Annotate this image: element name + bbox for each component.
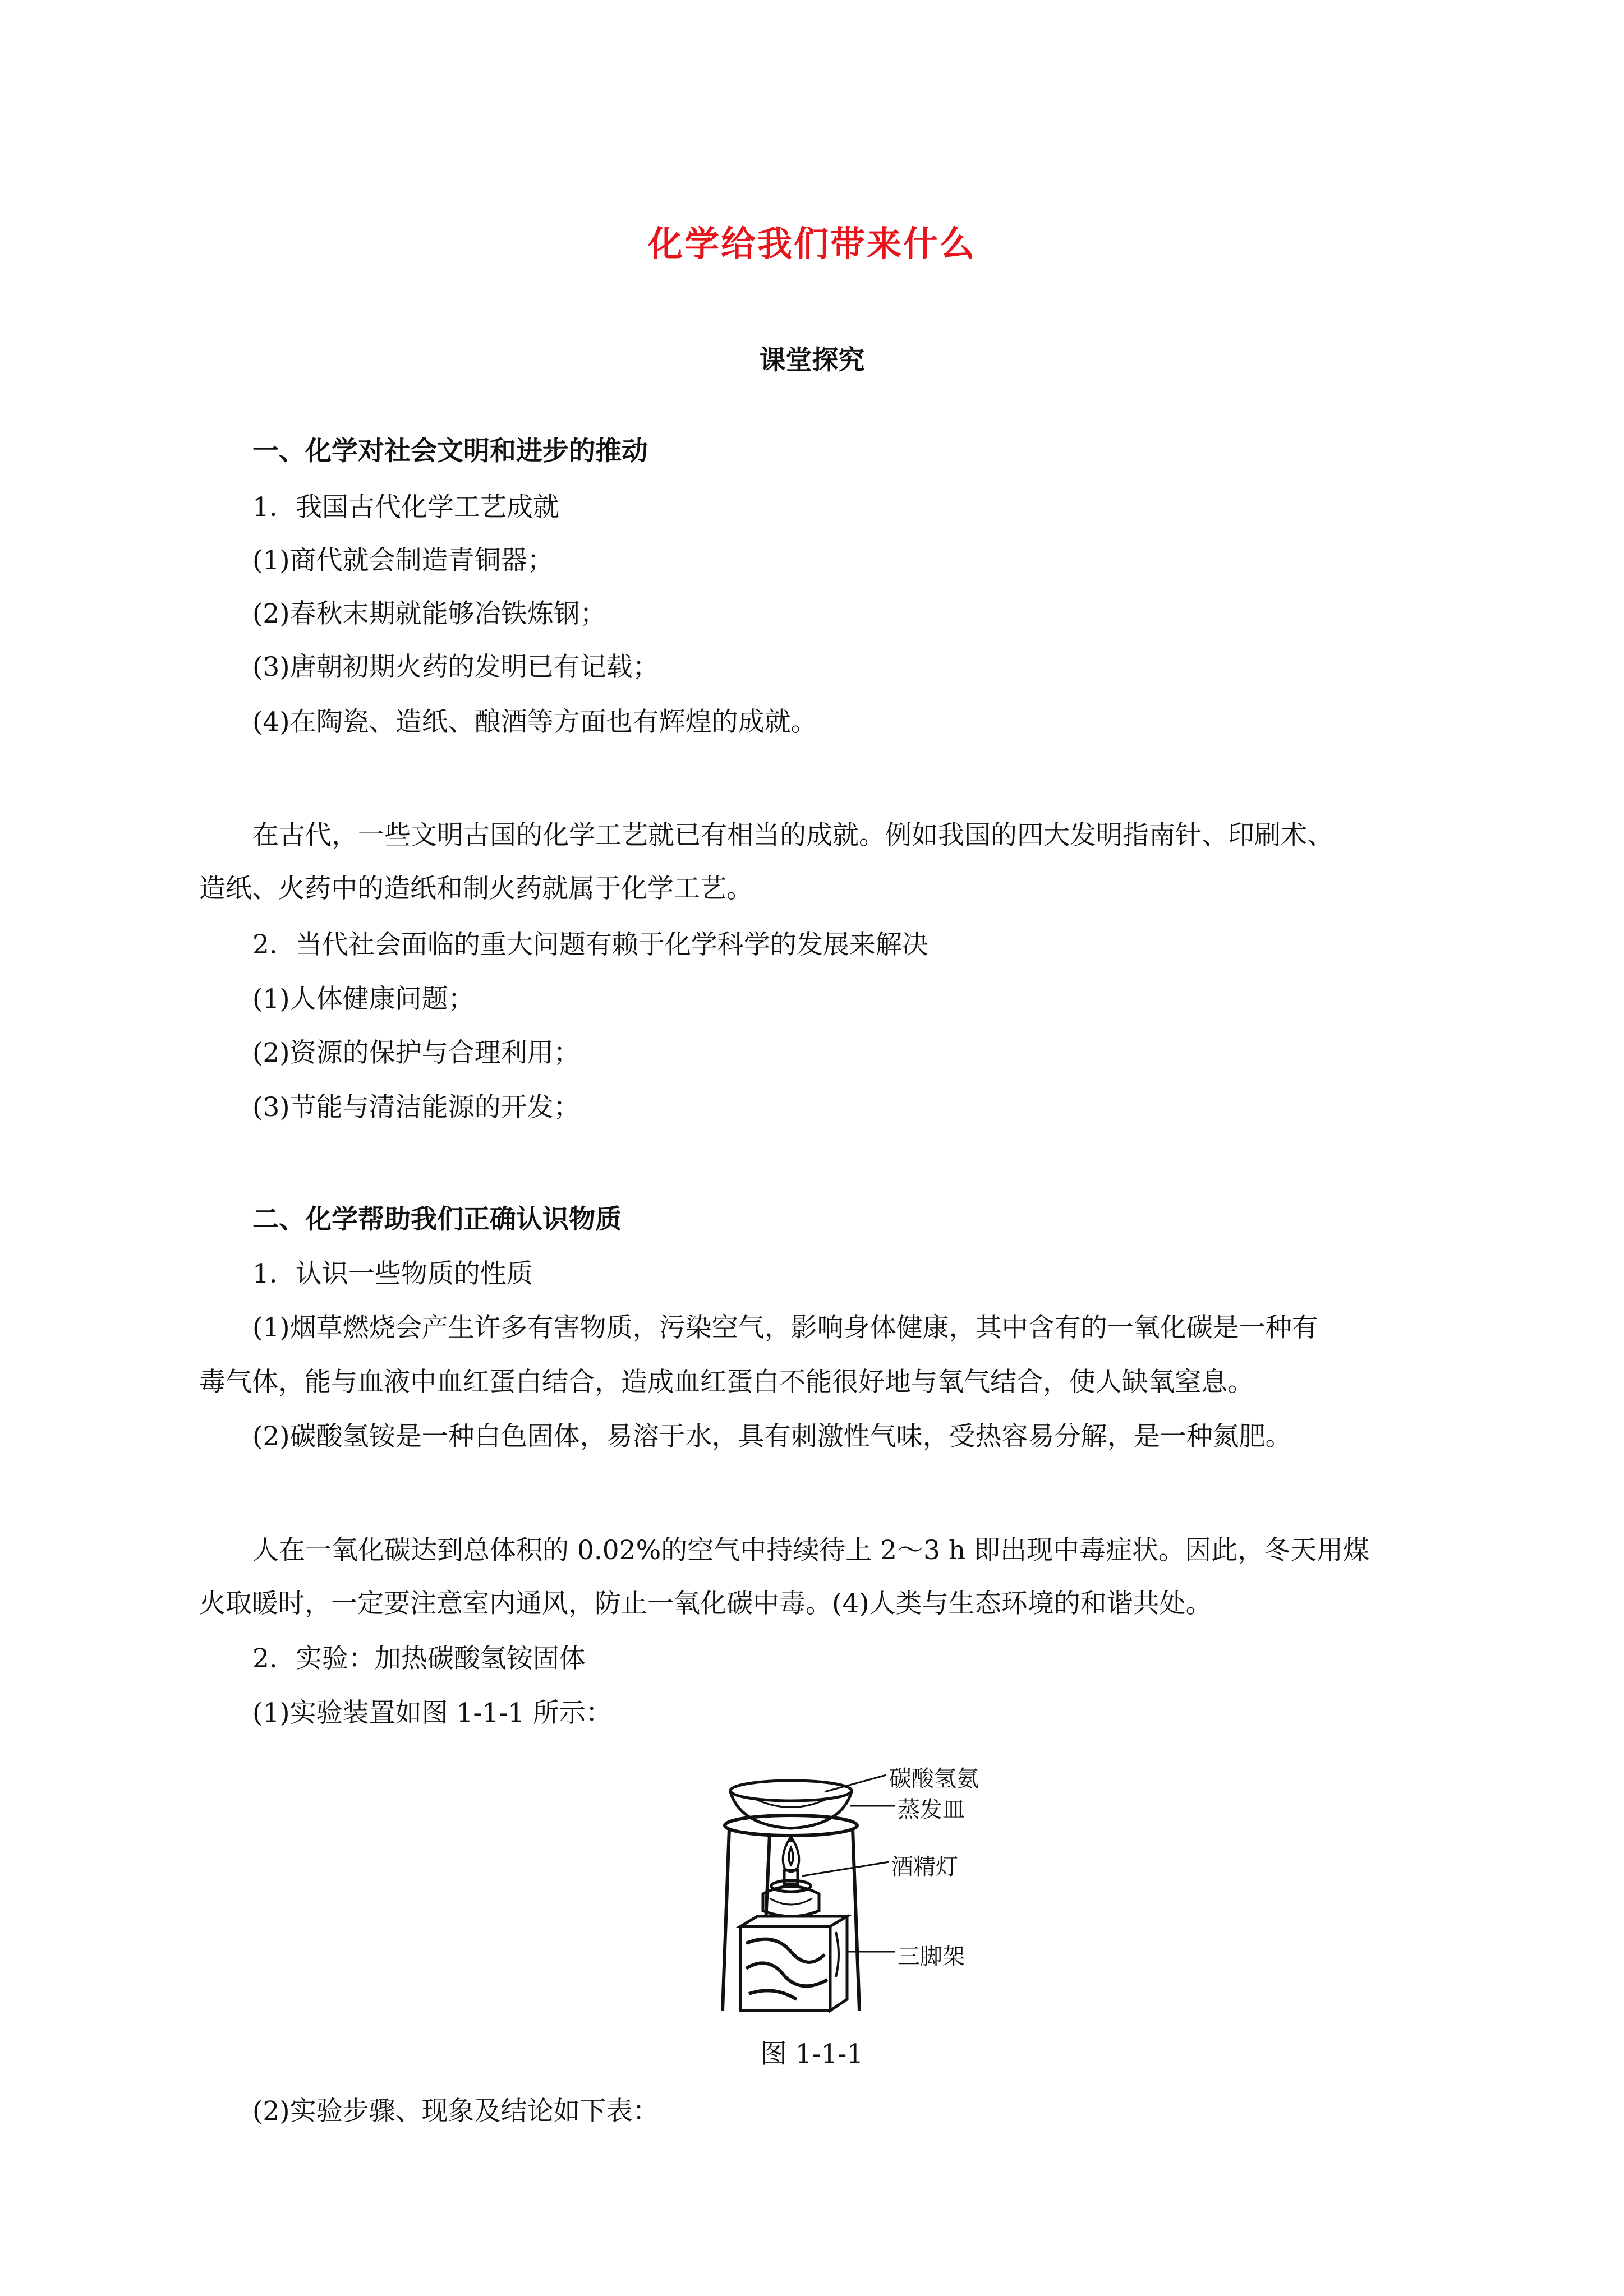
section1-sub1: (1)商代就会制造青铜器； bbox=[252, 545, 554, 576]
section1-sub2: (2)春秋末期就能够冶铁炼钢； bbox=[252, 598, 606, 629]
section1-sub7: (3)节能与清洁能源的开发； bbox=[252, 1092, 580, 1123]
document-subtitle: 课堂探究 bbox=[759, 345, 865, 376]
section2-item2: 2．实验：加热碳酸氢铵固体 bbox=[252, 1643, 586, 1674]
figure-caption: 图 1-1-1 bbox=[760, 2039, 864, 2069]
section2-p1-line1: (1)烟草燃烧会产生许多有害物质，污染空气，影响身体健康，其中含有的一氧化碳是一种有 bbox=[252, 1312, 1318, 1343]
evaporating-dish bbox=[730, 1781, 852, 1828]
section1-paragraph-line1: 在古代，一些文明古国的化学工艺就已有相当的成就。例如我国的四大发明指南针、印刷术、 bbox=[252, 820, 1333, 851]
apparatus-figure bbox=[718, 1764, 1032, 2033]
section2-p3-line1: 人在一氧化碳达到总体积的 0.02%的空气中持续待上 2～3 h 即出现中毒症状。因此，冬天用煤 bbox=[252, 1535, 1370, 1566]
wood-block bbox=[740, 1916, 847, 2011]
section1-item1: 1．我国古代化学工艺成就 bbox=[252, 492, 559, 523]
label-ammonium-bicarbonate: 碳酸氢氨 bbox=[889, 1766, 979, 1792]
section1-sub4: (4)在陶瓷、造纸、酿酒等方面也有辉煌的成就。 bbox=[252, 707, 817, 737]
section2-p2: (2)碳酸氢铵是一种白色固体，易溶于水，具有刺激性气味，受热容易分解，是一种氮肥。 bbox=[252, 1421, 1292, 1452]
section2-sub2: (2)实验步骤、现象及结论如下表： bbox=[252, 2096, 659, 2127]
section2-sub1: (1)实验装置如图 1-1-1 所示： bbox=[252, 1698, 612, 1728]
section2-p1-line2: 毒气体，能与血液中血红蛋白结合，造成血红蛋白不能很好地与氧气结合，使人缺氧窒息。 bbox=[199, 1367, 1254, 1398]
label-alcohol-lamp: 酒精灯 bbox=[891, 1854, 958, 1880]
alcohol-lamp bbox=[763, 1870, 819, 1916]
apparatus-drawing bbox=[718, 1764, 1032, 2033]
section1-sub3: (3)唐朝初期火药的发明已有记载； bbox=[252, 652, 659, 683]
section1-item2: 2．当代社会面临的重大问题有赖于化学科学的发展来解决 bbox=[252, 929, 928, 960]
section1-sub6: (2)资源的保护与合理利用； bbox=[252, 1038, 580, 1068]
section2-p3-line2: 火取暖时，一定要注意室内通风，防止一氧化碳中毒。(4)人类与生态环境的和谐共处。 bbox=[199, 1588, 1212, 1619]
label-tripod: 三脚架 bbox=[898, 1944, 965, 1970]
section2-heading: 二、化学帮助我们正确认识物质 bbox=[252, 1204, 622, 1235]
document-title: 化学给我们带来什么 bbox=[647, 223, 976, 264]
section2-item1: 1．认识一些物质的性质 bbox=[252, 1258, 533, 1289]
section1-paragraph-line2: 造纸、火药中的造纸和制火药就属于化学工艺。 bbox=[199, 873, 753, 904]
section1-heading: 一、化学对社会文明和进步的推动 bbox=[252, 436, 648, 467]
label-evaporating-dish: 蒸发皿 bbox=[898, 1797, 965, 1823]
section1-sub5: (1)人体健康问题； bbox=[252, 984, 475, 1015]
